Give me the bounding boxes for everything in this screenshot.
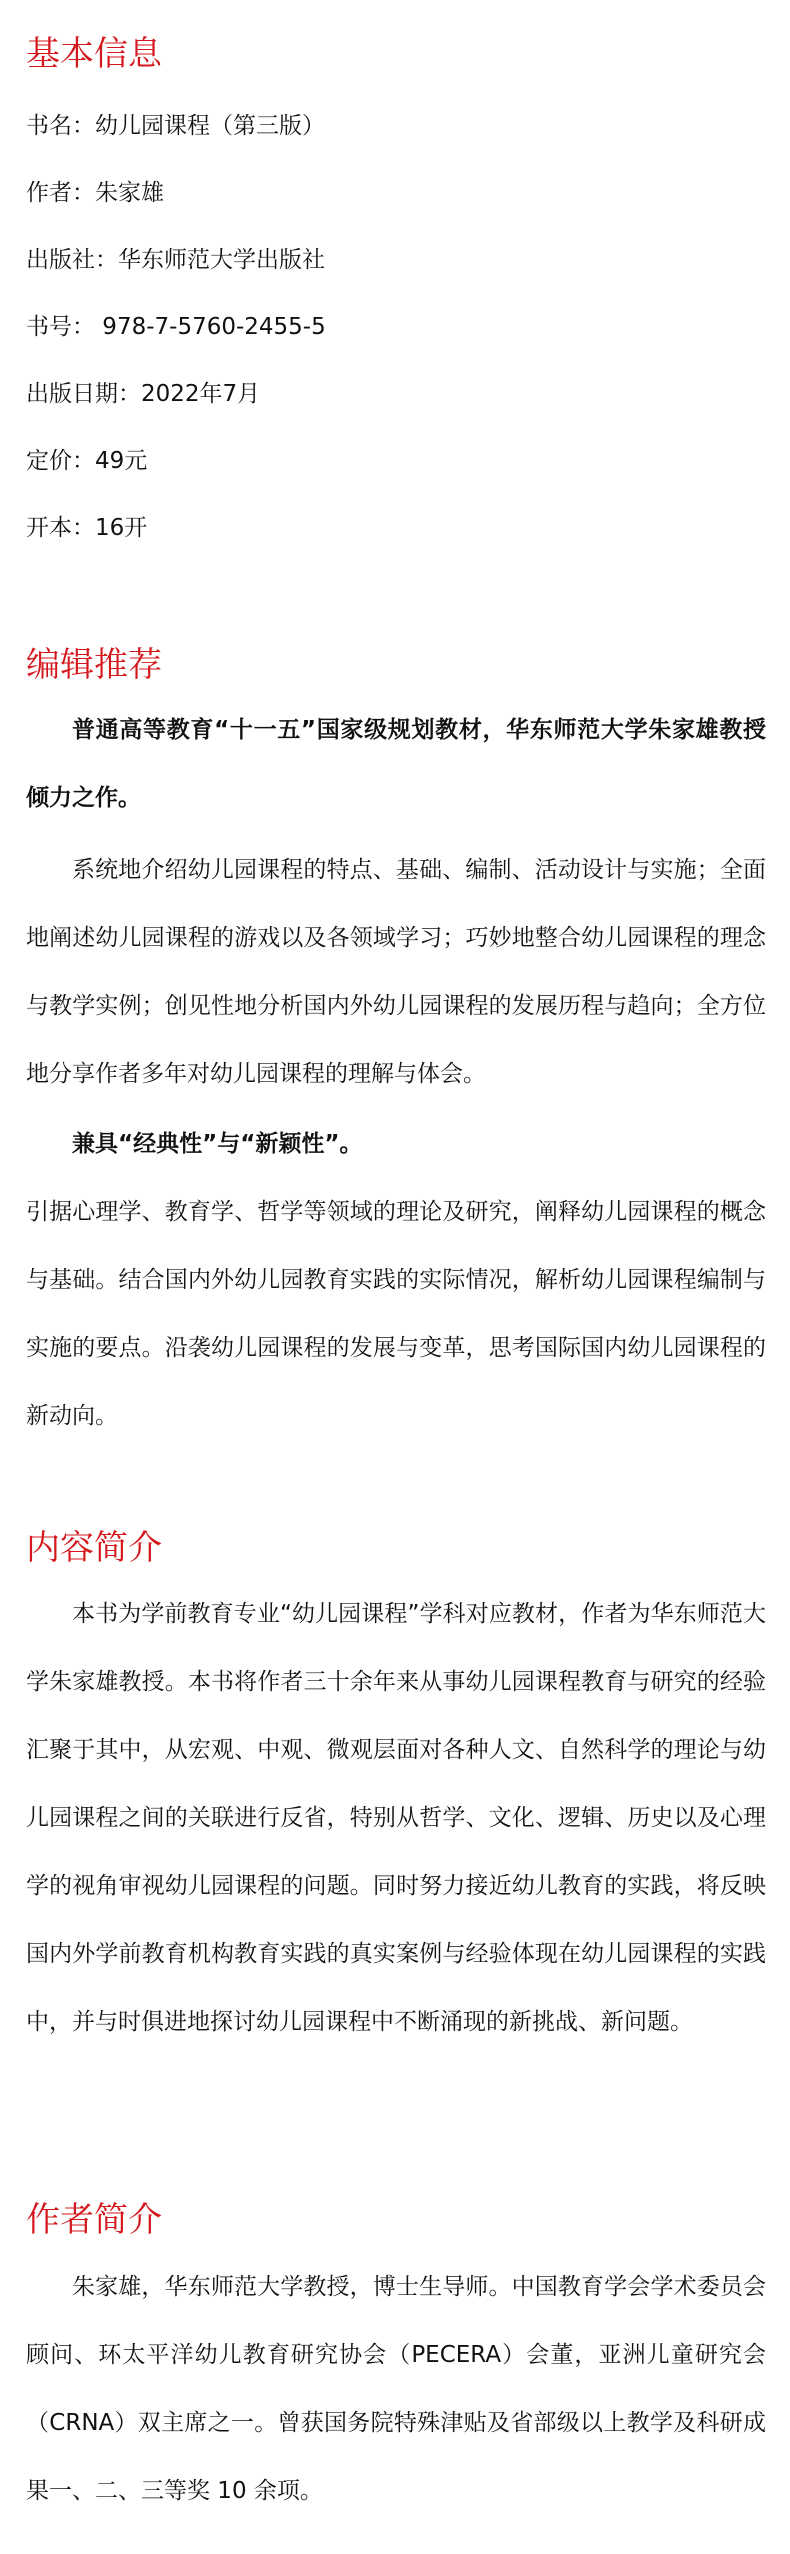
info-price: 定价：49元 (26, 448, 148, 474)
info-publisher: 出版社：华东师范大学出版社 (26, 247, 325, 273)
basic-info-heading: 基本信息 (26, 34, 162, 74)
recommendation-highlight-1: 普通高等教育“十一五”国家级规划教材，华东师范大学朱家雄教授倾力之作。 (26, 717, 766, 811)
recommendation-paragraph-1: 系统地介绍幼儿园课程的特点、基础、编制、活动设计与实施；全面地阐述幼儿园课程的游戏以及各领域学习；巧妙地整合幼儿园课程的理念与教学实例；创见性地分析国内外幼儿园课程的发展历程与趋向；全方位地分享作者多年对幼儿园课程的理解与体会。 (26, 857, 766, 1087)
author-intro-heading: 作者简介 (26, 2200, 162, 2240)
info-format: 开本：16开 (26, 515, 148, 541)
content-intro-heading: 内容简介 (26, 1528, 162, 1568)
editor-recommendation-heading: 编辑推荐 (26, 645, 162, 685)
info-publish-date: 出版日期：2022年7月 (26, 381, 261, 407)
recommendation-highlight-2: 兼具“经典性”与“新颖性”。 (72, 1131, 363, 1157)
info-isbn: 书号： 978-7-5760-2455-5 (26, 314, 326, 340)
info-title: 书名：幼儿园课程（第三版） (26, 113, 325, 139)
recommendation-paragraph-2: 引据心理学、教育学、哲学等领域的理论及研究，阐释幼儿园课程的概念与基础。结合国内外幼儿园教育实践的实际情况，解析幼儿园课程编制与实施的要点。沿袭幼儿园课程的发展与变革，思考国际国内幼儿园课程的新动向。 (26, 1199, 766, 1429)
info-author: 作者：朱家雄 (26, 180, 164, 206)
author-intro-paragraph: 朱家雄，华东师范大学教授，博士生导师。中国教育学会学术委员会顾问、环太平洋幼儿教育研究协会（PECERA）会董，亚洲儿童研究会（CRNA）双主席之一。曾获国务院特殊津贴及省部级以上教学及科研成果一、二、三等奖 10 余项。 (26, 2274, 766, 2504)
content-intro-paragraph: 本书为学前教育专业“幼儿园课程”学科对应教材，作者为华东师范大学朱家雄教授。本书将作者三十余年来从事幼儿园课程教育与研究的经验汇聚于其中，从宏观、中观、微观层面对各种人文、自然科学的理论与幼儿园课程之间的关联进行反省，特别从哲学、文化、逻辑、历史以及心理学的视角审视幼儿园课程的问题。同时努力接近幼儿教育的实践，将反映国内外学前教育机构教育实践的真实案例与经验体现在幼儿园课程的实践中，并与时俱进地探讨幼儿园课程中不断涌现的新挑战、新问题。 (26, 1601, 766, 2035)
